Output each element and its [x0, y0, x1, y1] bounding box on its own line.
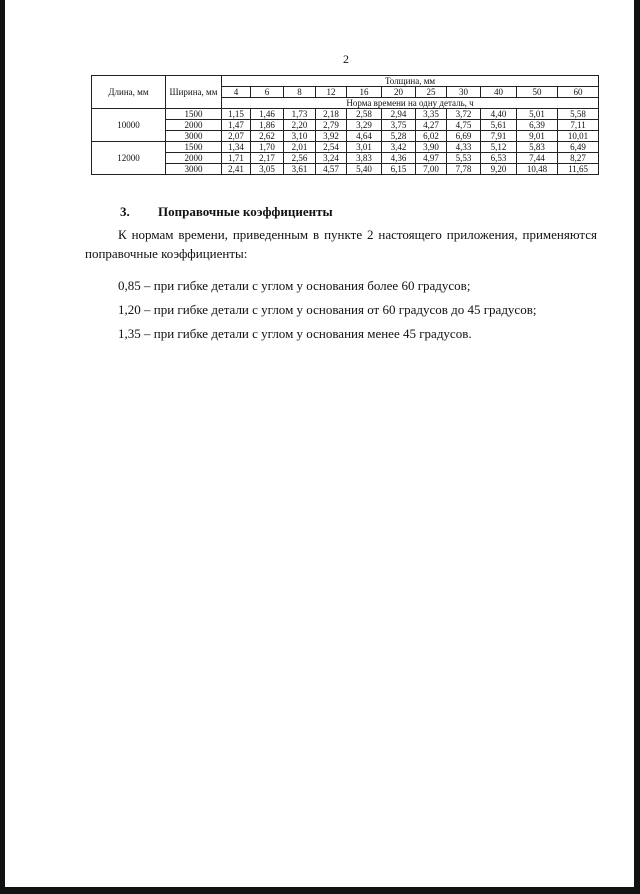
table-row: [92, 120, 599, 131]
norm-value-cell: 3,24: [316, 153, 347, 164]
norm-value-cell: 6,39: [517, 120, 558, 131]
thickness-header-cell: 30: [447, 87, 481, 98]
norm-value-cell: 9,20: [481, 164, 517, 175]
norm-value-cell: 5,61: [481, 120, 517, 131]
norm-value-cell: 10,48: [517, 164, 558, 175]
thickness-header-cell: 60: [558, 87, 599, 98]
thickness-header-cell: 8: [284, 87, 316, 98]
norm-value-cell: 3,92: [316, 131, 347, 142]
norm-value-cell: 4,36: [382, 153, 416, 164]
norm-value-cell: 6,69: [447, 131, 481, 142]
thickness-header-cell: 16: [347, 87, 382, 98]
norm-value-cell: 5,40: [347, 164, 382, 175]
norm-value-cell: 3,29: [347, 120, 382, 131]
norm-value-cell: 5,83: [517, 142, 558, 153]
coefficient-item: 1,20 – при гибке детали с углом у основания от 60 градусов до 45 градусов;: [118, 302, 537, 317]
length-cell: 10000: [92, 109, 166, 142]
thickness-header-cell: 6: [251, 87, 284, 98]
width-cell: 1500: [166, 109, 222, 120]
norm-value-cell: 7,91: [481, 131, 517, 142]
norm-value-cell: 1,73: [284, 109, 316, 120]
norm-value-cell: 2,54: [316, 142, 347, 153]
norm-value-cell: 2,07: [222, 131, 251, 142]
norm-value-cell: 4,33: [447, 142, 481, 153]
norm-value-cell: 9,01: [517, 131, 558, 142]
thickness-header-cell: 50: [517, 87, 558, 98]
table-row: [92, 142, 599, 153]
norm-value-cell: 2,56: [284, 153, 316, 164]
width-cell: 2000: [166, 120, 222, 131]
norm-value-cell: 2,01: [284, 142, 316, 153]
norm-value-cell: 5,28: [382, 131, 416, 142]
table-row: [92, 153, 599, 164]
page-number: 2: [343, 52, 349, 66]
norm-value-cell: 2,58: [347, 109, 382, 120]
norm-value-cell: 1,34: [222, 142, 251, 153]
norm-value-cell: 2,79: [316, 120, 347, 131]
norm-value-cell: 5,01: [517, 109, 558, 120]
norm-value-cell: 1,70: [251, 142, 284, 153]
norm-value-cell: 3,35: [416, 109, 447, 120]
norm-value-cell: 1,86: [251, 120, 284, 131]
norm-value-cell: 4,57: [316, 164, 347, 175]
norm-value-cell: 3,10: [284, 131, 316, 142]
length-column-header: Длина, мм: [92, 76, 166, 109]
norm-value-cell: 4,40: [481, 109, 517, 120]
thickness-header-cell: 4: [222, 87, 251, 98]
section-heading: [120, 204, 333, 220]
norm-value-cell: 1,15: [222, 109, 251, 120]
norm-value-cell: 2,17: [251, 153, 284, 164]
width-column-header: Ширина, мм: [166, 76, 222, 109]
norm-value-cell: 4,75: [447, 120, 481, 131]
time-norms-table: [91, 75, 599, 175]
norm-value-cell: 2,41: [222, 164, 251, 175]
norm-value-cell: 4,97: [416, 153, 447, 164]
thickness-header-cell: 40: [481, 87, 517, 98]
norm-value-cell: 10,01: [558, 131, 599, 142]
norm-value-cell: 5,53: [447, 153, 481, 164]
norm-value-cell: 6,49: [558, 142, 599, 153]
norm-value-cell: 3,72: [447, 109, 481, 120]
norm-group-header: Норма времени на одну деталь, ч: [222, 98, 599, 109]
thickness-header-cell: 20: [382, 87, 416, 98]
thickness-group-header: Толщина, мм: [222, 76, 599, 87]
norm-value-cell: 4,64: [347, 131, 382, 142]
thickness-header-cell: 25: [416, 87, 447, 98]
norm-value-cell: 11,65: [558, 164, 599, 175]
norm-value-cell: 7,44: [517, 153, 558, 164]
norm-value-cell: 1,71: [222, 153, 251, 164]
intro-paragraph: К нормам времени, приведенным в пункте 2 настоящего приложения, применяются поправочные коэффициенты:: [85, 227, 597, 261]
norm-value-cell: 7,00: [416, 164, 447, 175]
width-cell: 2000: [166, 153, 222, 164]
norm-value-cell: 6,53: [481, 153, 517, 164]
norm-value-cell: 7,78: [447, 164, 481, 175]
norm-value-cell: 1,46: [251, 109, 284, 120]
section-title: Поправочные коэффициенты: [158, 204, 333, 219]
norm-value-cell: 6,02: [416, 131, 447, 142]
length-cell: 12000: [92, 142, 166, 175]
width-cell: 1500: [166, 142, 222, 153]
coefficient-item: 0,85 – при гибке детали с углом у основания более 60 градусов;: [118, 278, 471, 293]
norm-value-cell: 5,58: [558, 109, 599, 120]
norm-value-cell: 3,05: [251, 164, 284, 175]
norm-value-cell: 4,27: [416, 120, 447, 131]
width-cell: 3000: [166, 164, 222, 175]
norm-value-cell: 3,01: [347, 142, 382, 153]
norm-value-cell: 2,94: [382, 109, 416, 120]
norm-value-cell: 3,90: [416, 142, 447, 153]
norm-value-cell: 5,12: [481, 142, 517, 153]
norm-value-cell: 1,47: [222, 120, 251, 131]
table-row: [92, 164, 599, 175]
norm-value-cell: 3,61: [284, 164, 316, 175]
table-row: [92, 109, 599, 120]
thickness-header-cell: 12: [316, 87, 347, 98]
norm-value-cell: 2,20: [284, 120, 316, 131]
norm-value-cell: 3,75: [382, 120, 416, 131]
norm-value-cell: 8,27: [558, 153, 599, 164]
coefficient-item: 1,35 – при гибке детали с углом у основания менее 45 градусов.: [118, 326, 472, 341]
table-row: [92, 131, 599, 142]
norm-value-cell: 6,15: [382, 164, 416, 175]
norm-value-cell: 7,11: [558, 120, 599, 131]
section-number: 3.: [120, 204, 130, 219]
width-cell: 3000: [166, 131, 222, 142]
norm-value-cell: 2,18: [316, 109, 347, 120]
norm-value-cell: 3,42: [382, 142, 416, 153]
norm-value-cell: 3,83: [347, 153, 382, 164]
norm-value-cell: 2,62: [251, 131, 284, 142]
